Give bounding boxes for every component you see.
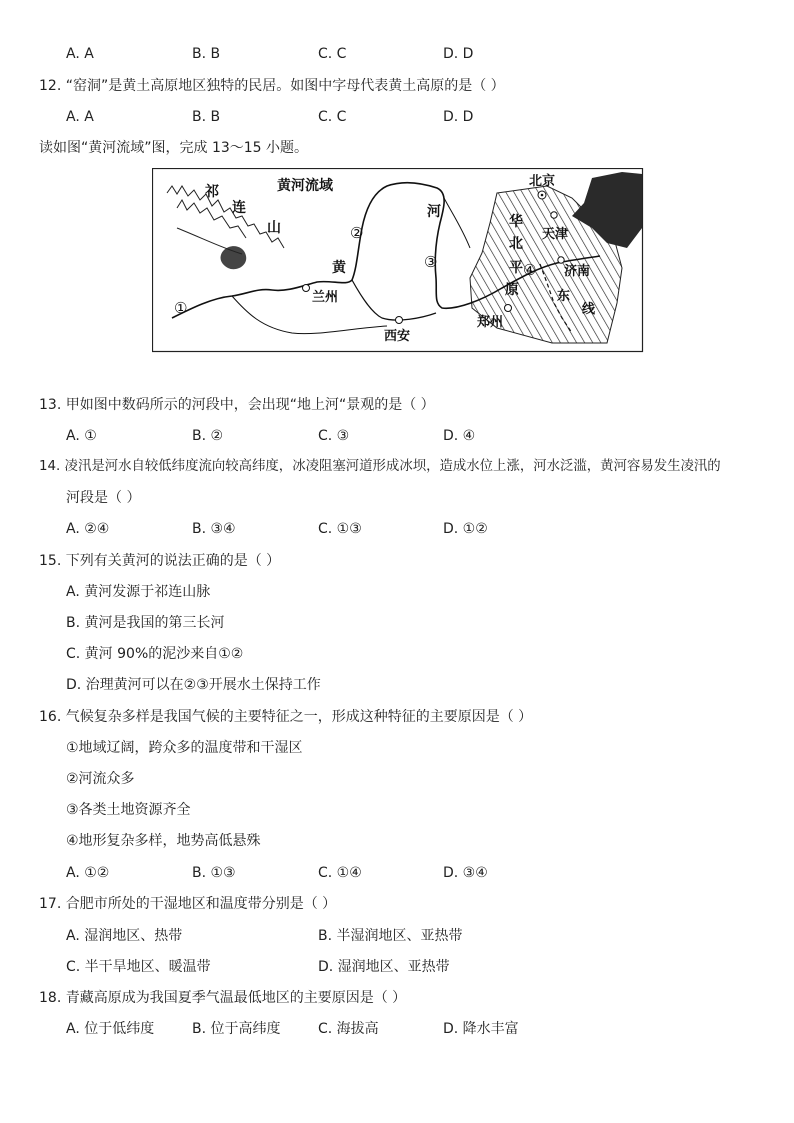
q14-options [66,520,766,538]
q11-option-b[interactable]: B. B [192,46,221,62]
map-title: 黄河流域 [277,178,333,194]
q11-option-d[interactable]: D. D [443,46,474,62]
line-char-2: 线 [582,302,596,317]
jinan-marker [558,257,564,263]
section-intro: 读如图“黄河流域”图，完成 13～15 小题。 [39,140,309,156]
beijing-marker-dot [541,194,544,197]
q12-option-c[interactable]: C. C [318,109,347,125]
q16-item-3: ③各类土地资源齐全 [66,802,191,818]
river-char-2: 河 [427,204,441,220]
q17-stem: 17. 合肥市所处的干湿地区和温度带分别是（ ） [39,896,337,912]
q18-option-d[interactable]: D. 降水丰富 [443,1021,519,1037]
q16-option-d[interactable]: D. ③④ [443,865,488,881]
q17-option-a[interactable]: A. 湿润地区、热带 [66,928,183,944]
q12-option-d[interactable]: D. D [443,109,474,125]
city-jinan: 济南 [564,264,591,279]
q11-option-a[interactable]: A. A [66,46,94,62]
q14-option-d[interactable]: D. ①② [443,521,488,537]
q12-option-b[interactable]: B. B [192,109,221,125]
zhengzhou-marker [505,305,512,312]
q13-stem: 13. 甲如图中数码所示的河段中，会出现“地上河“景观的是（ ） [39,397,435,413]
q18-option-c[interactable]: C. 海拔高 [318,1021,379,1037]
q17-options-row2 [66,958,766,976]
q18-options [66,1020,766,1038]
marker-2: ② [350,224,364,242]
q16-option-a[interactable]: A. ①② [66,865,110,881]
q14-option-b[interactable]: B. ③④ [192,521,236,537]
q15-option-c[interactable]: C. 黄河 90%的泥沙来自①② [66,646,244,662]
q15-option-b[interactable]: B. 黄河是我国的第三长河 [66,615,225,631]
q17-option-d[interactable]: D. 湿润地区、亚热带 [318,959,450,975]
plain-char-3: 平 [509,260,523,276]
q13-option-d[interactable]: D. ④ [443,428,476,444]
q15-stem: 15. 下列有关黄河的说法正确的是（ ） [39,553,281,569]
mountain-char-2: 连 [232,200,246,216]
q16-option-b[interactable]: B. ①③ [192,865,236,881]
q16-item-4: ④地形复杂多样，地势高低悬殊 [66,833,261,849]
q18-option-a[interactable]: A. 位于低纬度 [66,1021,155,1037]
q15-option-d[interactable]: D. 治理黄河可以在②③开展水土保持工作 [66,677,321,693]
q17-options-row1 [66,927,766,945]
q16-stem: 16. 气候复杂多样是我国气候的主要特征之一，形成这种特征的主要原因是（ ） [39,709,533,725]
xian-marker [396,317,403,324]
plain-char-1: 华 [509,214,523,230]
mountain-char-3: 山 [267,220,281,236]
q14-stem-continued: 河段是（ ） [66,490,141,506]
q18-stem: 18. 青藏高原成为我国夏季气温最低地区的主要原因是（ ） [39,990,407,1006]
q17-option-c[interactable]: C. 半干旱地区、暖温带 [66,959,211,975]
lanzhou-marker [303,285,310,292]
city-xian: 西安 [384,329,411,344]
q12-option-a[interactable]: A. A [66,109,94,125]
q18-option-b[interactable]: B. 位于高纬度 [192,1021,281,1037]
tianjin-marker [551,212,557,218]
city-beijing: 北京 [529,174,556,189]
q11-options [66,45,766,63]
q16-item-1: ①地域辽阔，跨众多的温度带和干湿区 [66,740,303,756]
yellow-river-basin-map [152,168,644,354]
city-lanzhou: 兰州 [312,290,339,305]
marker-1: ① [174,299,188,317]
q14-option-a[interactable]: A. ②④ [66,521,110,537]
q12-stem: 12. “窑洞”是黄土高原地区独特的民居。如图中字母代表黄土高原的是（ ） [39,78,505,94]
q11-option-c[interactable]: C. C [318,46,347,62]
city-zhengzhou: 郑州 [477,315,504,330]
q13-option-a[interactable]: A. ① [66,428,97,444]
q14-option-c[interactable]: C. ①③ [318,521,362,537]
q16-item-2: ②河流众多 [66,771,135,787]
q16-options [66,864,766,882]
plain-char-4: 原 [505,282,519,298]
line-char-1: 东 [557,289,571,304]
q14-stem: 14. 凌汛是河水自较低纬度流向较高纬度，冰凌阻塞河道形成冰坝，造成水位上涨，河水泛滥，黄河容易发生凌汛的 [39,459,721,474]
plain-char-2: 北 [509,236,523,252]
marker-4: ④ [523,261,537,279]
q16-option-c[interactable]: C. ①④ [318,865,362,881]
q13-option-c[interactable]: C. ③ [318,428,350,444]
q12-options [66,108,766,126]
mountain-char-1: 祁 [205,184,219,200]
q13-option-b[interactable]: B. ② [192,428,224,444]
q17-option-b[interactable]: B. 半湿润地区、亚热带 [318,928,463,944]
marker-3: ③ [424,253,438,271]
q15-option-a[interactable]: A. 黄河发源于祁连山脉 [66,584,211,600]
q13-options [66,427,766,445]
city-tianjin: 天津 [542,227,569,242]
river-char-1: 黄 [332,260,346,276]
